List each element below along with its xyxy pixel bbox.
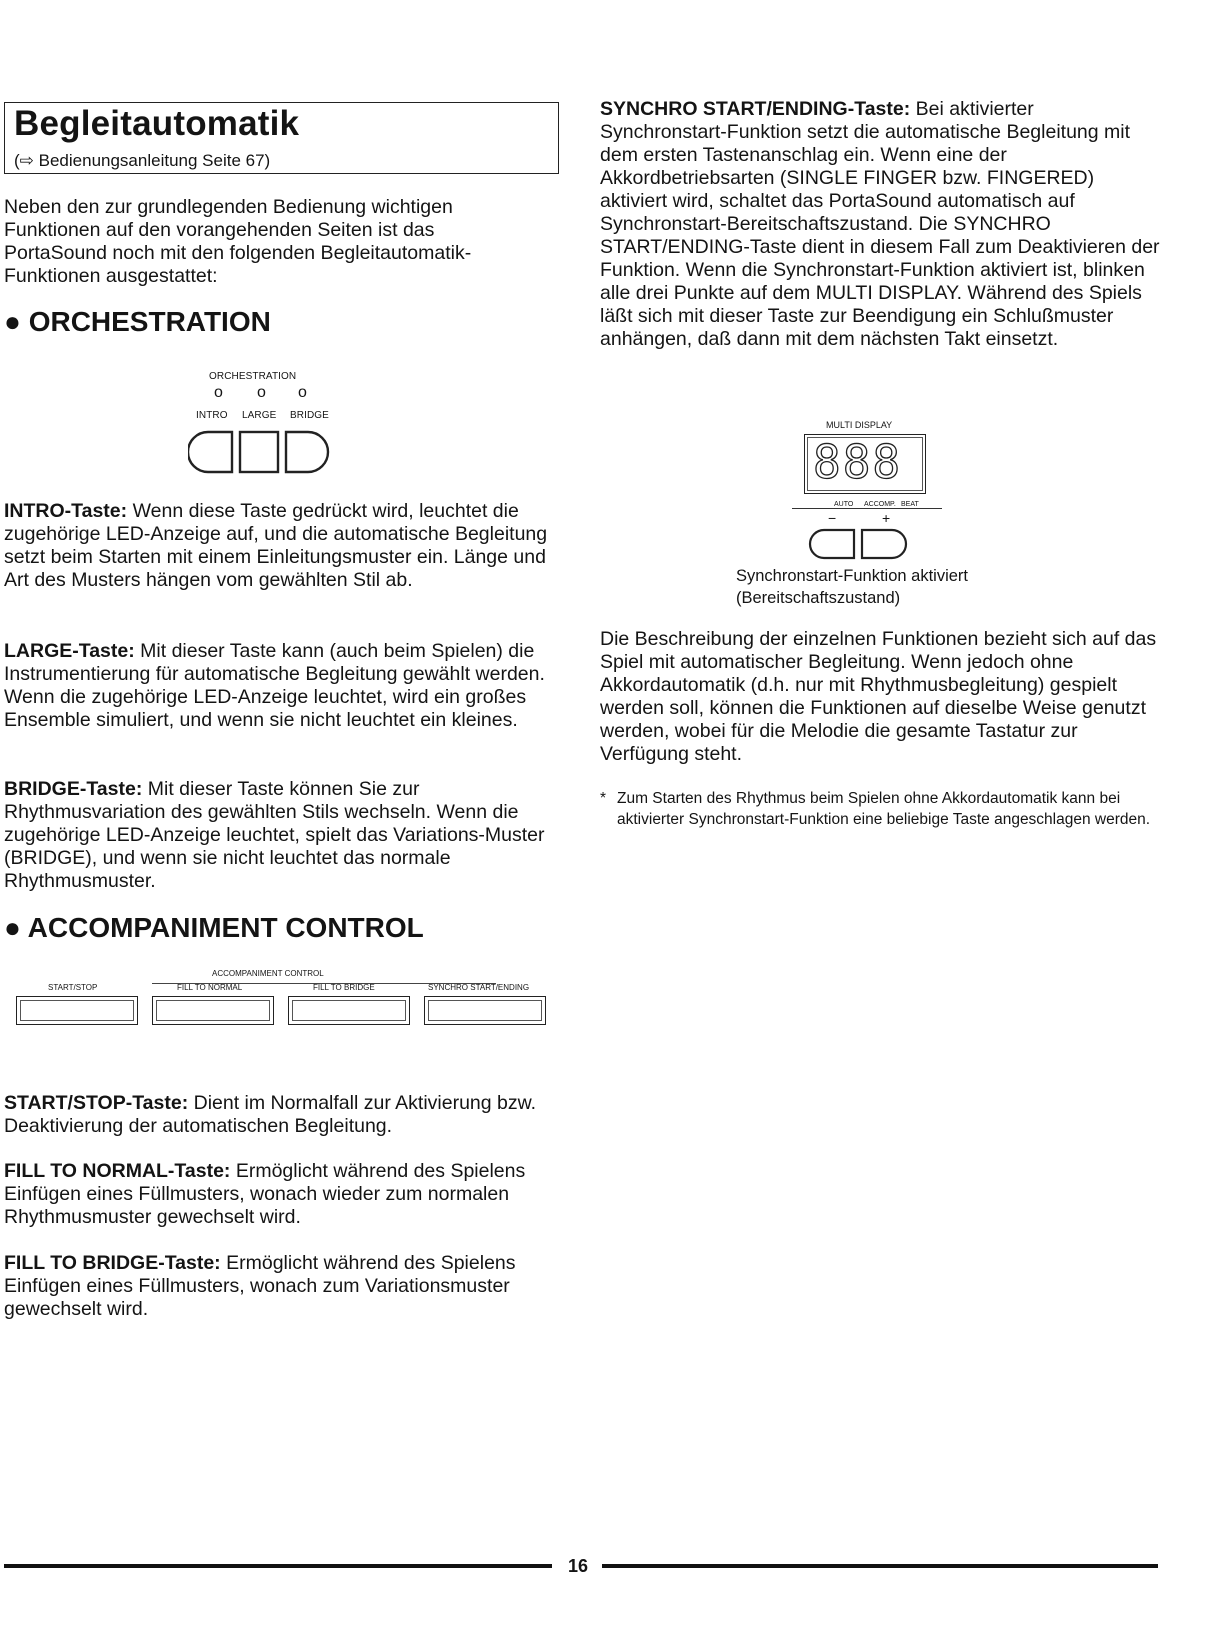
start-stop-label: START/STOP (48, 983, 98, 992)
fill-to-normal-key-text: Ermöglicht während des Spielens Einfügen eines Füllmusters, wonach wieder zum normalen Rhythmusmuster gewechselt wird. (4, 1160, 526, 1228)
fill-to-bridge-key-text: Ermöglicht während des Spielens Einfügen eines Füllmusters, wonach zum Variationsmuster gewechselt wird. (4, 1252, 516, 1320)
intro-key-text: Wenn diese Taste gedrückt wird, leuchtet die zugehörige LED-Anzeige auf, und die automatische Begleitung setzt beim Starten mit einem Einleitungsmuster ein. Länge und Art des Musters hängen vom gewählten Stil ab. (4, 500, 548, 591)
page-number: 16 (568, 1556, 589, 1576)
multi-display-caption-1: Synchronstart-Funktion aktiviert (736, 567, 969, 585)
multi-display-digits: 888 (813, 435, 903, 489)
bridge-key-text: Mit dieser Taste können Sie zur Rhythmusvariation des gewählten Stils wechseln. Wenn die zugehörige LED-Anzeige leuchtet, spielt das Variations-Muster (BRIDGE), und wenn sie nicht leuchtet das normale Rhythmusmuster. (4, 778, 545, 892)
footnote-marker: * (600, 790, 607, 807)
description-paragraph: Die Beschreibung der einzelnen Funktionen bezieht sich auf das Spiel mit automatischer Begleitung. Wenn jedoch ohne Akkordautomatik (d.h. nur mit Rhythmusbegleitung) gespielt werden soll, können die Funktionen auf dieselbe Weise genutzt werden, wobei für die Melodie die gesamte Tastatur zur Verfügung steht. (600, 628, 1157, 765)
display-label-auto: AUTO (834, 501, 854, 508)
orchestration-buttons-graphic (188, 428, 338, 476)
plus-sign: + (882, 510, 891, 526)
start-stop-description (4, 1092, 544, 1138)
footer-rule-left (4, 1564, 552, 1568)
footer-rule-right (602, 1564, 1158, 1568)
orchestration-panel-title: ORCHESTRATION (209, 371, 297, 382)
synchro-key-text: Bei aktivierter Synchronstart-Funktion setzt die automatische Begleitung mit dem ersten Tastenanschlag ein. Wenn eine der Akkordbetriebsarten (SINGLE FINGER bzw. FINGERED) aktiviert wird, schaltet das PortaSound automatisch auf Synchronstart-Bereitschaftszustand. Die SYNCHRO START/ENDING-Taste dient in diesem Fall zum Deaktivieren der Funktion. Wenn die Synchronstart-Funktion aktiviert ist, blinken alle drei Punkte auf dem MULTI DISPLAY. Während des Spiels läßt sich mit dieser Taste zur Beendigung ein Schlußmuster anhängen, daß dann mit dem nächsten Takt einsetzt. (600, 98, 1160, 350)
led-bridge: o (298, 384, 307, 401)
orchestration-label-bridge: BRIDGE (290, 410, 329, 421)
intro-paragraph: Neben den zur grundlegenden Bedienung wichtigen Funktionen auf den vorangehenden Seiten ist das PortaSound noch mit den folgenden Begleitautomatik-Funktionen ausgestattet: (4, 196, 472, 287)
large-key-text: Mit dieser Taste kann (auch beim Spielen) die Instrumentierung für automatische Begleitung gewählt werden. Wenn die zugehörige LED-Anzeige leuchtet, wird ein großes Ensemble simuliert, und wenn sie nicht leuchtet ein kleines. (4, 640, 545, 731)
multi-display-caption-2: (Bereitschaftszustand) (736, 589, 901, 607)
page-reference: (⇨ Bedienungsanleitung Seite 67) (14, 151, 271, 170)
fill-to-normal-button (152, 996, 274, 1025)
fill-to-normal-key-label: FILL TO NORMAL-Taste: (4, 1160, 231, 1182)
synchro-start-ending-button (424, 996, 546, 1025)
synchro-start-ending-label: SYNCHRO START/ENDING (428, 983, 530, 992)
orchestration-label-intro: INTRO (196, 410, 228, 421)
accompaniment-heading: ● ACCOMPANIMENT CONTROL (4, 912, 424, 943)
large-button (240, 432, 278, 472)
fill-to-bridge-button (288, 996, 410, 1025)
minus-button (810, 530, 854, 558)
led-large: o (257, 384, 266, 401)
display-label-beat: BEAT (901, 501, 919, 508)
page-title: Begleitautomatik (14, 104, 300, 143)
minus-plus-buttons-graphic (806, 526, 926, 562)
plus-button (862, 530, 906, 558)
synchro-description (600, 98, 1160, 351)
footnote-text: Zum Starten des Rhythmus beim Spielen ohne Akkordautomatik kann bei aktivierter Synchronstart-Funktion eine beliebige Taste angeschlagen werden. (617, 790, 1151, 828)
orchestration-label-large: LARGE (242, 410, 277, 421)
orchestration-heading: ● ORCHESTRATION (4, 306, 271, 337)
fill-to-bridge-description (4, 1252, 556, 1321)
fill-to-bridge-key-label: FILL TO BRIDGE-Taste: (4, 1252, 221, 1274)
bridge-button (286, 432, 328, 472)
fill-to-normal-description (4, 1160, 544, 1229)
synchro-key-label: SYNCHRO START/ENDING-Taste: (600, 98, 911, 120)
fill-to-bridge-label: FILL TO BRIDGE (313, 983, 375, 992)
bridge-key-label: BRIDGE-Taste: (4, 778, 143, 800)
display-label-accomp: ACCOMP. (864, 501, 896, 508)
intro-key-label: INTRO-Taste: (4, 500, 128, 522)
intro-button (188, 432, 232, 472)
intro-key-description (4, 500, 556, 592)
accompaniment-panel-title: ACCOMPANIMENT CONTROL (212, 969, 324, 978)
large-key-label: LARGE-Taste: (4, 640, 135, 662)
bridge-key-description (4, 778, 556, 893)
led-intro: o (214, 384, 223, 401)
start-stop-button (16, 996, 138, 1025)
large-key-description (4, 640, 556, 732)
multi-display-baseline (792, 508, 942, 509)
start-stop-key-label: START/STOP-Taste: (4, 1092, 189, 1114)
start-stop-key-text: Dient im Normalfall zur Aktivierung bzw. Deaktivierung der automatischen Begleitung. (4, 1092, 537, 1137)
fill-to-normal-label: FILL TO NORMAL (177, 983, 243, 992)
multi-display-screen (804, 434, 926, 494)
minus-sign: − (828, 510, 837, 526)
multi-display-title: MULTI DISPLAY (826, 420, 893, 430)
